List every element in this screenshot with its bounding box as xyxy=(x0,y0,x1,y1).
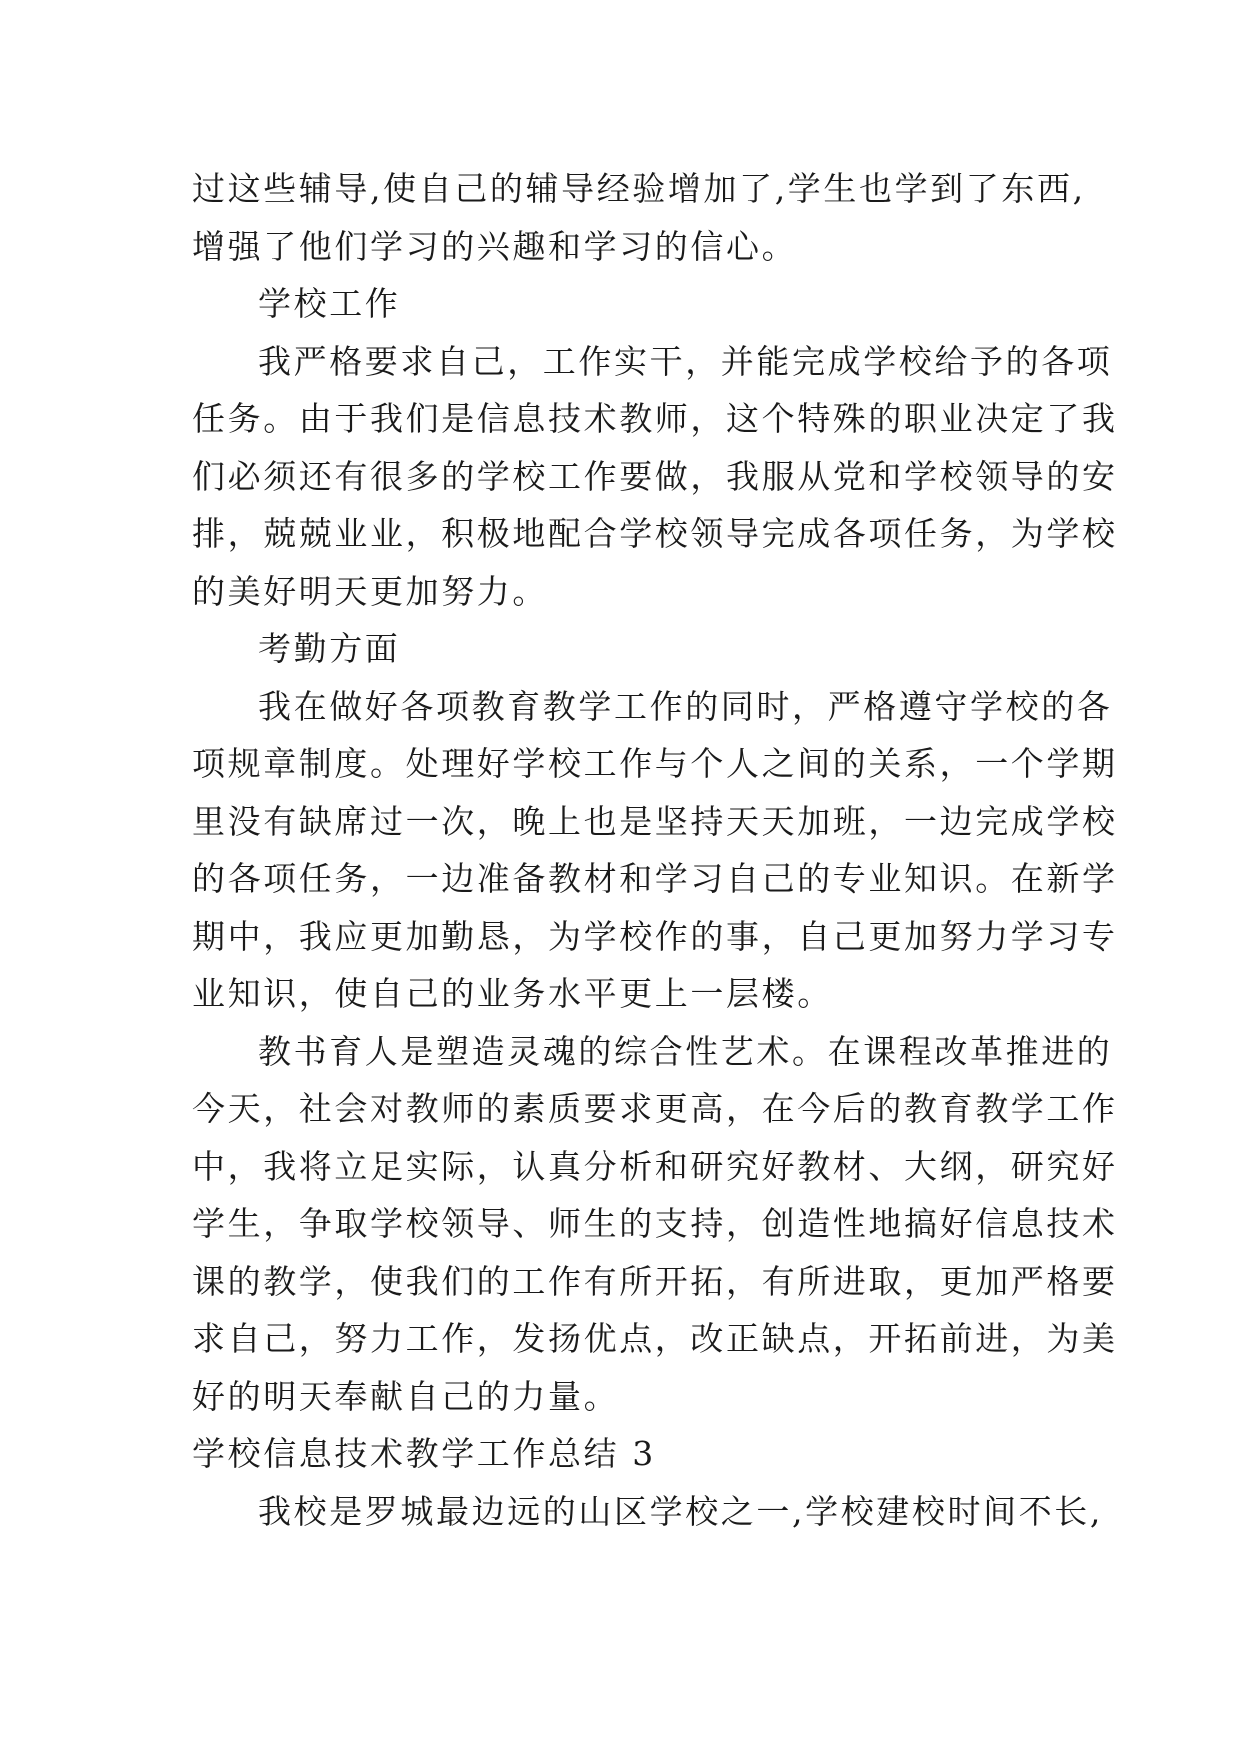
text-line: 过这些辅导,使自己的辅导经验增加了,学生也学到了东西, xyxy=(192,169,1086,208)
text-line: 业知识，使自己的业务水平更上一层楼。 xyxy=(192,974,833,1013)
text-line: 求自己，努力工作，发扬优点，改正缺点，开拓前进，为美 xyxy=(192,1319,1118,1358)
text-line: 增强了他们学习的兴趣和学习的信心。 xyxy=(192,226,798,266)
text-line: 中，我将立足实际，认真分析和研究好教材、大纲，研究好 xyxy=(192,1146,1118,1186)
text-line: 我严格要求自己，工作实干，并能完成学校给予的各项 xyxy=(258,341,1113,381)
text-line: 学校工作 xyxy=(258,284,401,323)
text-line: 我在做好各项教育教学工作的同时，严格遵守学校的各 xyxy=(258,686,1113,726)
text-line: 的美好明天更加努力。 xyxy=(192,571,548,611)
text-line: 我校是罗城最边远的山区学校之一,学校建校时间不长, xyxy=(258,1491,1103,1531)
text-line: 考勤方面 xyxy=(258,629,401,668)
text-line: 项规章制度。处理好学校工作与个人之间的关系，一个学期 xyxy=(192,744,1118,783)
text-line: 学校信息技术教学工作总结 3 xyxy=(192,1434,656,1473)
text-line: 排，兢兢业业，积极地配合学校领导完成各项任务，为学校 xyxy=(192,514,1118,553)
text-line: 期中，我应更加勤恳，为学校作的事，自己更加努力学习专 xyxy=(192,916,1118,956)
text-line: 教书育人是塑造灵魂的综合性艺术。在课程改革推进的 xyxy=(258,1031,1113,1071)
text-line: 课的教学，使我们的工作有所开拓，有所进取，更加严格要 xyxy=(192,1261,1118,1301)
text-line: 学生，争取学校领导、师生的支持，创造性地搞好信息技术 xyxy=(192,1204,1118,1243)
document-page xyxy=(192,160,1118,1540)
text-line: 们必须还有很多的学校工作要做，我服从党和学校领导的安 xyxy=(192,456,1118,496)
text-line: 的各项任务，一边准备教材和学习自己的专业知识。在新学 xyxy=(192,859,1118,898)
text-line: 任务。由于我们是信息技术教师，这个特殊的职业决定了我 xyxy=(192,399,1118,438)
text-line: 今天，社会对教师的素质要求更高，在今后的教育教学工作 xyxy=(192,1089,1118,1128)
text-line: 好的明天奉献自己的力量。 xyxy=(192,1376,620,1416)
text-line: 里没有缺席过一次，晚上也是坚持天天加班，一边完成学校 xyxy=(192,801,1118,841)
